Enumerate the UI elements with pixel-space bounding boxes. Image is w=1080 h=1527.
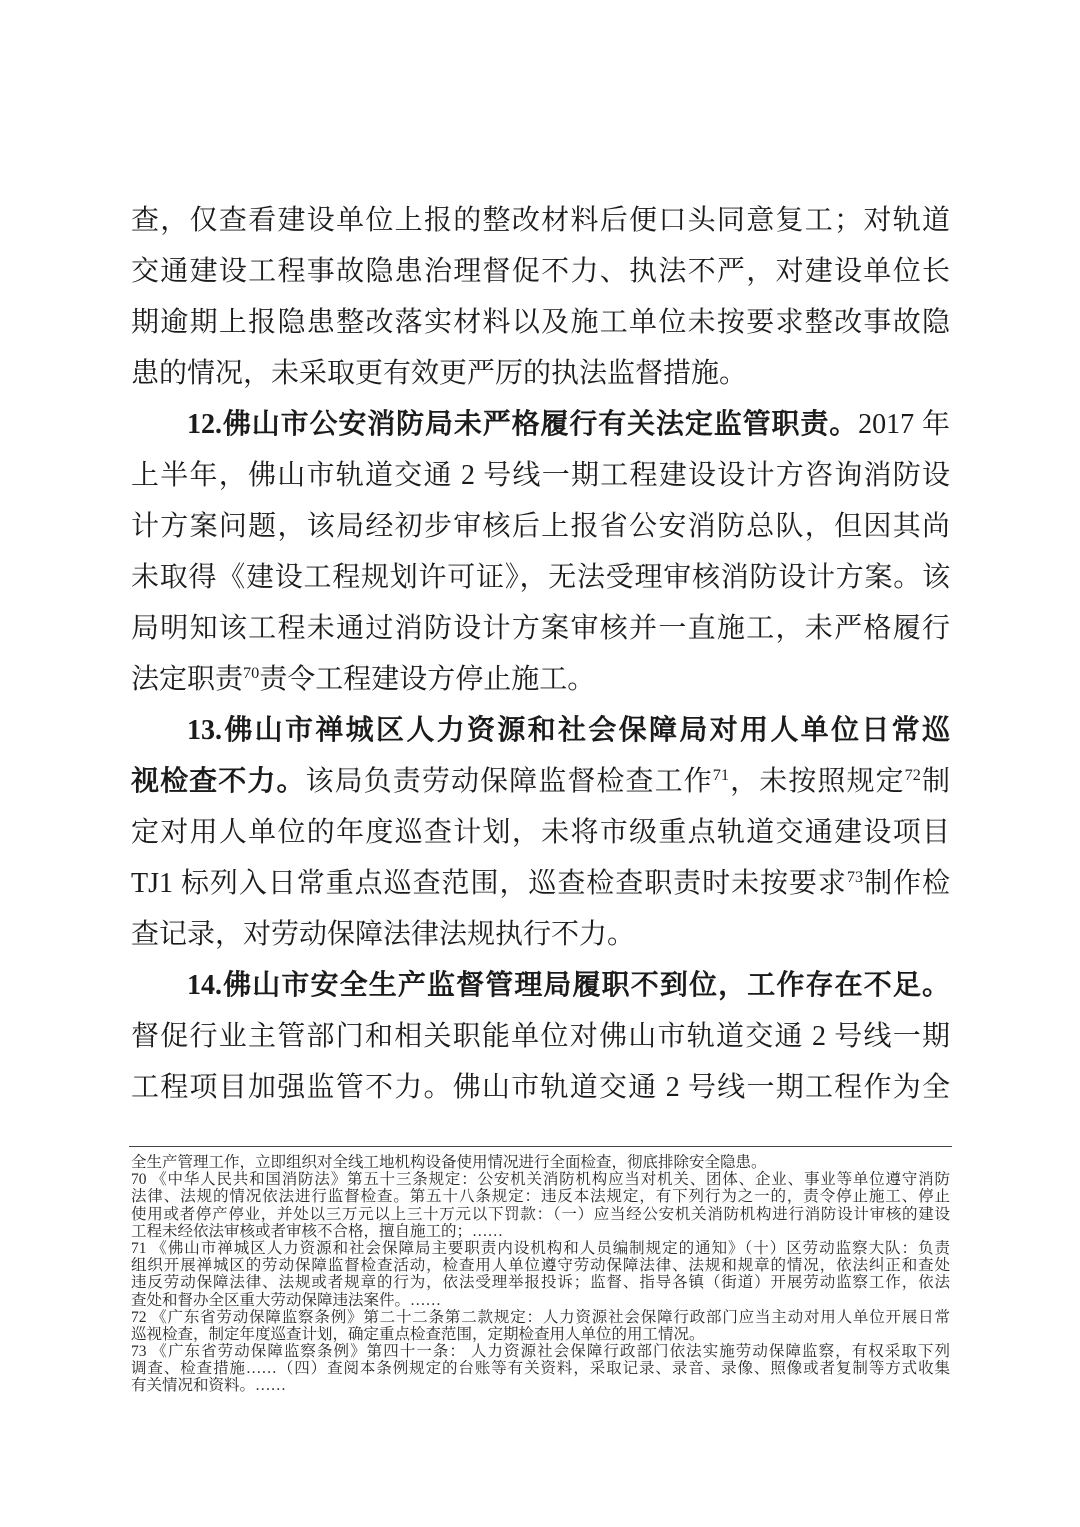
footnote-line: 全生产管理工作，立即组织对全线工地机构设备使用情况进行全面检查，彻底排除安全隐患。 bbox=[131, 1154, 767, 1171]
line-text: 制 bbox=[920, 766, 950, 797]
footnote-73-line: 73 《广东省劳动保障监察条例》第四十一条： 人力资源社会保障行政部门依法实施劳动保障监察，有权采取下列 bbox=[131, 1343, 950, 1361]
line-text: 制作检 bbox=[863, 868, 950, 899]
line-text: 督促行业主管部门和相关职能单位对佛山市轨道交通 2 号线一期 bbox=[131, 1021, 950, 1052]
line-text: 该局负责劳动保障监督检查工作 bbox=[305, 766, 713, 797]
line-text: ，未按照规定 bbox=[729, 766, 905, 797]
line-text: 责令工程建设方停止施工。 bbox=[259, 664, 596, 695]
body-line bbox=[131, 552, 950, 603]
footnote-70-line: 工程未经依法审核或者审核不合格，擅自施工的；…… bbox=[131, 1222, 504, 1240]
section-heading-13-cont: 视检查不力。 bbox=[131, 766, 306, 797]
footnote-71-line: 违反劳动保障法律、法规或者规章的行为，依法受理举报投诉；监督、指导各镇（街道）开展劳动监察工作，依法 bbox=[131, 1274, 950, 1292]
body-line bbox=[131, 246, 950, 297]
footnote-72-line: 巡视检查，制定年度巡查计划，确定重点检查范围，定期检查用人单位的用工情况。 bbox=[131, 1325, 705, 1343]
body-line bbox=[131, 1011, 950, 1062]
line-text: 查记录，对劳动保障法律法规执行不力。 bbox=[131, 919, 636, 950]
footnote-ref-73: 73 bbox=[846, 868, 864, 887]
footnote-72-line: 72 《广东省劳动保障监察条例》第二十二条第二款规定：人力资源社会保障行政部门应当主动对用人单位开展日常 bbox=[131, 1308, 950, 1326]
body-line bbox=[131, 654, 950, 705]
footnote-70-line: 法律、法规的情况依法进行监督检查。第五十八条规定：违反本法规定，有下列行为之一的，责令停止施工、停止 bbox=[131, 1188, 950, 1206]
footnote-ref-71: 71 bbox=[712, 766, 730, 785]
line-text: 法定职责 bbox=[131, 664, 244, 695]
line-text: 2017 年 bbox=[858, 409, 950, 440]
footnote-70-line: 70 《中华人民共和国消防法》第五十三条规定：公安机关消防机构应当对机关、团体、企业、事业等单位遵守消防 bbox=[131, 1171, 950, 1189]
footnote-73-line: 调查、检查措施……（四）查阅本条例规定的台账等有关资料，采取记录、录音、录像、照像或者复制等方式收集 bbox=[131, 1360, 950, 1378]
footnote-ref-72: 72 bbox=[904, 766, 921, 785]
body-line bbox=[131, 1062, 950, 1113]
body-line bbox=[131, 807, 950, 858]
body-line bbox=[131, 960, 950, 1011]
body-line bbox=[131, 858, 950, 909]
footnote-71-line: 71 《佛山市禅城区人力资源和社会保障局主要职责内设机构和人员编制规定的通知》（十）区劳动监察大队：负责 bbox=[131, 1239, 950, 1257]
line-text: 定对用人单位的年度巡查计划，未将市级重点轨道交通建设项目 bbox=[131, 817, 950, 848]
line-text: 工程项目加强监管不力。佛山市轨道交通 2 号线一期工程作为全 bbox=[131, 1072, 950, 1103]
body-text bbox=[131, 195, 950, 1113]
section-heading-13: 13.佛山市禅城区人力资源和社会保障局对用人单位日常巡 bbox=[187, 715, 950, 746]
body-line bbox=[131, 501, 950, 552]
footnote-71-line: 组织开展禅城区的劳动保障监督检查活动，检查用人单位遵守劳动保障法律、法规和规章的情况，依法纠正和查处 bbox=[131, 1257, 950, 1275]
line-text: 上半年，佛山市轨道交通 2 号线一期工程建设设计方咨询消防设 bbox=[131, 460, 950, 491]
body-line bbox=[131, 603, 950, 654]
line-text: 期逾期上报隐患整改落实材料以及施工单位未按要求整改事故隐 bbox=[131, 307, 950, 338]
line-text: 交通建设工程事故隐患治理督促不力、执法不严，对建设单位长 bbox=[131, 256, 950, 287]
body-line bbox=[131, 756, 950, 807]
body-line bbox=[131, 450, 950, 501]
line-text: 未取得《建设工程规划许可证》，无法受理审核消防设计方案。该 bbox=[131, 562, 950, 593]
body-line bbox=[131, 399, 950, 450]
section-heading-14: 14.佛山市安全生产监督管理局履职不到位，工作存在不足。 bbox=[187, 970, 950, 1001]
line-text: 计方案问题，该局经初步审核后上报省公安消防总队，但因其尚 bbox=[131, 511, 950, 542]
body-line bbox=[131, 297, 950, 348]
footnote-70-line: 使用或者停产停业，并处以三万元以上三十万元以下罚款：（一）应当经公安机关消防机构进行消防设计审核的建设 bbox=[131, 1205, 950, 1223]
footnotes bbox=[131, 1154, 950, 1395]
body-line bbox=[131, 348, 950, 399]
body-line bbox=[131, 909, 950, 960]
line-text: 患的情况，未采取更有效更严厉的执法监督措施。 bbox=[131, 358, 748, 389]
line-text: 局明知该工程未通过消防设计方案审核并一直施工，未严格履行 bbox=[131, 613, 950, 644]
body-line bbox=[131, 705, 950, 756]
body-line bbox=[131, 195, 950, 246]
line-text: 查，仅查看建设单位上报的整改材料后便口头同意复工；对轨道 bbox=[131, 205, 950, 236]
footnote-ref-70: 70 bbox=[243, 664, 260, 683]
footnote-divider bbox=[129, 1146, 952, 1147]
section-heading-12: 12.佛山市公安消防局未严格履行有关法定监管职责。 bbox=[187, 409, 859, 440]
footnote-71-line: 查处和督办全区重大劳动保障违法案件。…… bbox=[131, 1291, 442, 1309]
line-text: TJ1 标列入日常重点巡查范围，巡查检查职责时未按要求 bbox=[131, 868, 847, 899]
footnote-73-line: 有关情况和资料。…… bbox=[131, 1377, 287, 1395]
